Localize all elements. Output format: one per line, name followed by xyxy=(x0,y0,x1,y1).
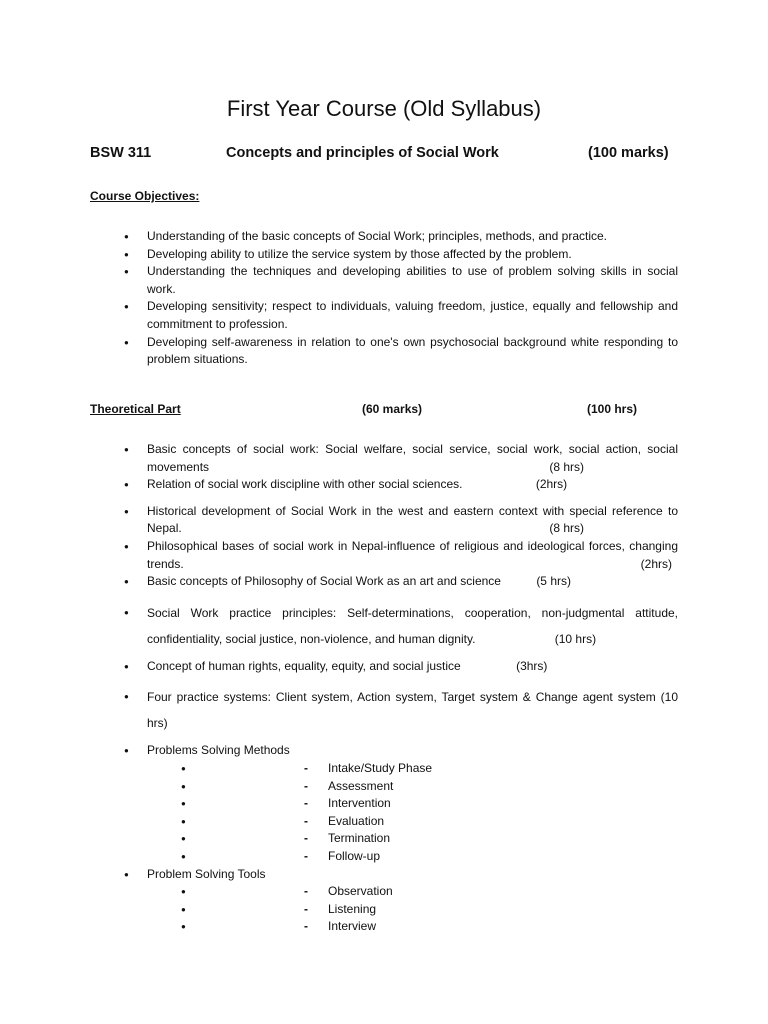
course-header xyxy=(90,145,678,167)
topic-text: Social Work practice principles: Self-determinations, cooperation, non-judgmental attitude, confidentiality, social justice, non-violence, and human dignity. xyxy=(147,605,678,646)
dash-icon: - xyxy=(304,919,308,934)
sub-list-item: ● - Listening xyxy=(147,901,678,919)
dash-icon: - xyxy=(304,884,308,899)
topic-text: Four practice systems: Client system, Action system, Target system & Change agent system (10 hrs) xyxy=(147,690,678,731)
dash-icon: - xyxy=(304,778,308,793)
sub-list-item: ● - Evaluation xyxy=(147,813,678,831)
topics-list xyxy=(90,441,678,936)
theory-marks: (60 marks) xyxy=(362,402,423,416)
list-item: ● Developing self-awareness in relation to one's own psychosocial background white responding to problem situations. xyxy=(90,334,678,369)
topic-text: Concept of human rights, equality, equity, and social justice xyxy=(147,658,461,673)
tools-list xyxy=(147,883,678,936)
tools-label: Problem Solving Tools xyxy=(147,866,266,881)
objectives-heading: Course Objectives: xyxy=(90,189,200,203)
dash-icon: - xyxy=(304,796,308,811)
dash-icon: - xyxy=(304,831,308,846)
list-item: ● Developing sensitivity; respect to individuals, valuing freedom, justice, equally and fellowship and commitment to profession. xyxy=(90,298,678,333)
theory-header xyxy=(90,402,678,420)
course-name: Concepts and principles of Social Work xyxy=(226,145,499,161)
course-code: BSW 311 xyxy=(90,145,152,161)
methods-list xyxy=(147,760,678,866)
list-item xyxy=(90,658,678,676)
page-title: First Year Course (Old Syllabus) xyxy=(226,96,542,121)
topic-hours: (2hrs) xyxy=(640,556,672,571)
topic-text: Basic concepts of social work: Social welfare, social service, social work, social action, social movements xyxy=(147,442,678,474)
dash-icon: - xyxy=(304,813,308,828)
list-item xyxy=(90,684,678,736)
list-item xyxy=(90,742,678,865)
topic-text: Relation of social work discipline with other social sciences. xyxy=(147,477,463,492)
topic-hours: (10 hrs) xyxy=(554,631,597,646)
topic-text: Basic concepts of Philosophy of Social Work as an art and science xyxy=(147,574,501,589)
list-item: ● Developing ability to utilize the service system by those affected by the problem. xyxy=(90,246,678,264)
topic-hours: (2hrs) xyxy=(535,477,568,492)
list-item xyxy=(90,866,678,936)
list-item xyxy=(90,573,678,591)
sub-list-item: ● - Assessment xyxy=(147,778,678,796)
course-marks: (100 marks) xyxy=(588,145,669,161)
list-item xyxy=(90,538,678,573)
dash-icon: - xyxy=(304,760,308,775)
sub-list-item: ● - Follow-up xyxy=(147,848,678,866)
topic-hours: (8 hrs) xyxy=(549,521,584,536)
dash-icon: - xyxy=(304,901,308,916)
list-item xyxy=(90,600,678,652)
topic-hours: (5 hrs) xyxy=(536,574,571,589)
topic-hours: (3hrs) xyxy=(516,658,548,673)
list-item: ● Understanding of the basic concepts of Social Work; principles, methods, and practice. xyxy=(90,228,678,246)
sub-list-item: ● - Observation xyxy=(147,883,678,901)
list-item: ● Understanding the techniques and developing abilities to use of problem solving skills in social work. xyxy=(90,263,678,298)
theory-hours: (100 hrs) xyxy=(587,402,638,416)
theory-label: Theoretical Part xyxy=(90,402,181,416)
list-item xyxy=(90,441,678,476)
sub-list-item: ● - Termination xyxy=(147,830,678,848)
topic-text: Philosophical bases of social work in Nepal-influence of religious and ideological forces, changing trends. xyxy=(147,538,678,571)
sub-list-item: ● - Interview xyxy=(147,918,678,936)
objectives-list xyxy=(90,228,678,369)
topic-hours: (8 hrs) xyxy=(549,459,584,474)
sub-list-item: ● - Intake/Study Phase xyxy=(147,760,678,778)
dash-icon: - xyxy=(304,848,308,863)
list-item xyxy=(90,503,678,538)
topic-text: Historical development of Social Work in the west and eastern context with special reference to Nepal. xyxy=(147,503,678,536)
methods-label: Problems Solving Methods xyxy=(147,743,290,758)
list-item xyxy=(90,476,678,494)
sub-list-item: ● - Intervention xyxy=(147,795,678,813)
